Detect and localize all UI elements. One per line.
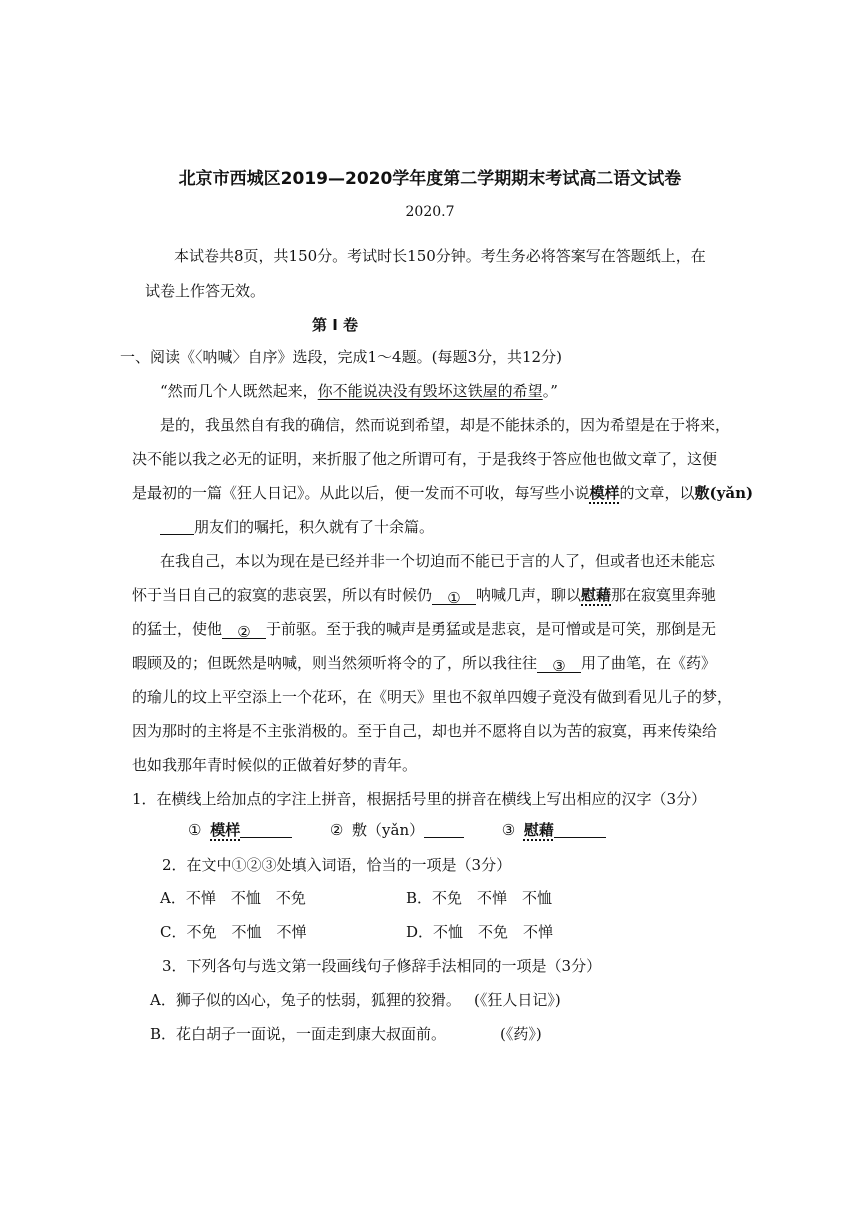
q1-stem: 1．在横线上给加点的字注上拼音，根据括号里的拼音在横线上写出相应的汉字（3分） (132, 790, 707, 808)
quote-underlined-sentence: 你不能说决没有毁坏这铁屋的希望 (317, 382, 543, 400)
q3-option-a-source: (《狂人日记》) (474, 991, 561, 1009)
para1-line-3 (132, 483, 753, 503)
para2-line-2 (132, 585, 716, 605)
q1-item1-answer-blank[interactable] (240, 821, 292, 838)
para2-line-3 (132, 619, 716, 639)
q2-option-c[interactable]: C．不免 不恤 不惮 (160, 923, 307, 941)
part-heading: 第 Ⅰ 卷 (312, 316, 359, 334)
para1-line-4-text: 朋友们的嘱托，积久就有了十余篇。 (194, 518, 435, 536)
q3-option-a[interactable]: A．狮子似的凶心，兔子的怯弱，狐狸的狡猾。 (150, 991, 461, 1009)
q3-option-b-source: (《药》) (500, 1025, 542, 1043)
blank-2: ② (222, 622, 266, 639)
q1-item3-number: ③ (501, 821, 516, 839)
para1-line-1: 是的，我虽然自有我的确信，然而说到希望，却是不能抹杀的，因为希望是在于将来， (160, 416, 731, 434)
para2-line-7: 也如我那年青时候似的正做着好梦的青年。 (132, 756, 418, 774)
blank-1: ① (432, 588, 476, 605)
q1-item2-answer-blank[interactable] (424, 821, 464, 838)
q2-option-a[interactable]: A．不惮 不恤 不免 (160, 889, 306, 907)
para2-line-2-text-a: 怀于当日自己的寂寞的悲哀罢，所以有时候仍 (132, 586, 433, 604)
q2-option-b[interactable]: B．不免 不惮 不恤 (406, 889, 553, 907)
para2-line-6: 因为那时的主将是不主张消极的。至于自己，却也并不愿将自以为苦的寂寞，再来传染给 (132, 722, 718, 740)
para1-line-3-text-a: 是最初的一篇《狂人日记》。从此以后，便一发而不可收，每写些小说 (132, 484, 590, 502)
q1-item2-number: ② (329, 821, 344, 839)
q1-item3-word: 慰藉 (523, 821, 554, 839)
exam-date: 2020.7 (405, 204, 455, 220)
para2-line-4-text-a: 暇顾及的；但既然是呐喊，则当然须听将令的了，所以我往往 (132, 654, 538, 672)
para2-line-4 (132, 653, 716, 673)
para2-line-4-text-b: 用了曲笔，在《药》 (581, 654, 717, 672)
q2-option-d[interactable]: D．不恤 不免 不惮 (406, 923, 554, 941)
exam-title: 北京市西城区2019—2020学年度第二学期期末考试高二语文试卷 (178, 169, 682, 189)
blank-3: ③ (537, 656, 581, 673)
q1-item1-word: 模样 (210, 821, 241, 839)
q1-item3-answer-blank[interactable] (554, 821, 606, 838)
q3-option-b[interactable]: B．花白胡子一面说，一面走到康大叔面前。 (150, 1025, 447, 1043)
intro-line-2: 试卷上作答无效。 (145, 282, 266, 300)
para1-line-2: 决不能以我之必无的证明，来折服了他之所谓可有，于是我终于答应他也做文章了，这便 (132, 450, 718, 468)
para1-line-3-text-b: 的文章，以 (619, 484, 695, 502)
q1-item2-word: 敷（yǎn） (352, 821, 425, 839)
para2-line-1: 在我自己，本以为现在是已经并非一个切迫而不能已于言的人了，但或者也还未能忘 (160, 552, 716, 570)
quote-open: “然而几个人既然起来， (160, 382, 318, 400)
pinyin-word-fu: 敷(yǎn) (694, 484, 754, 502)
q1-items (188, 820, 606, 840)
q2-stem: 2．在文中①②③处填入词语，恰当的一项是（3分） (162, 856, 512, 874)
para2-line-5: 的瑜儿的坟上平空添上一个花环，在《明天》里也不叙单四嫂子竟没有做到看见儿子的梦， (132, 688, 733, 706)
intro-line-1: 本试卷共8页，共150分。考试时长150分钟。考生务必将答案写在答题纸上，在 (174, 247, 706, 265)
fill-blank-fuyan[interactable] (160, 518, 194, 535)
para2-line-3-text-b: 于前驱。至于我的喊声是勇猛或是悲哀，是可憎或是可笑，那倒是无 (266, 620, 717, 638)
para2-line-2-text-b: 呐喊几声，聊以 (476, 586, 582, 604)
para2-line-3-text-a: 的猛士，使他 (132, 620, 223, 638)
dotted-word-weijie: 慰藉 (581, 586, 612, 604)
quote-line (160, 381, 558, 401)
para2-line-2-text-c: 那在寂寞里奔驰 (611, 586, 717, 604)
dotted-word-moyang: 模样 (589, 484, 620, 502)
section-heading: 一、阅读《〈呐喊〉自序》选段，完成1～4题。(每题3分，共12分) (120, 348, 562, 366)
q3-stem: 3．下列各句与选文第一段画线句子修辞手法相同的一项是（3分） (162, 957, 602, 975)
q1-item1-number: ① (188, 821, 202, 839)
quote-close: 。” (542, 382, 558, 400)
para1-line-4 (160, 517, 434, 537)
